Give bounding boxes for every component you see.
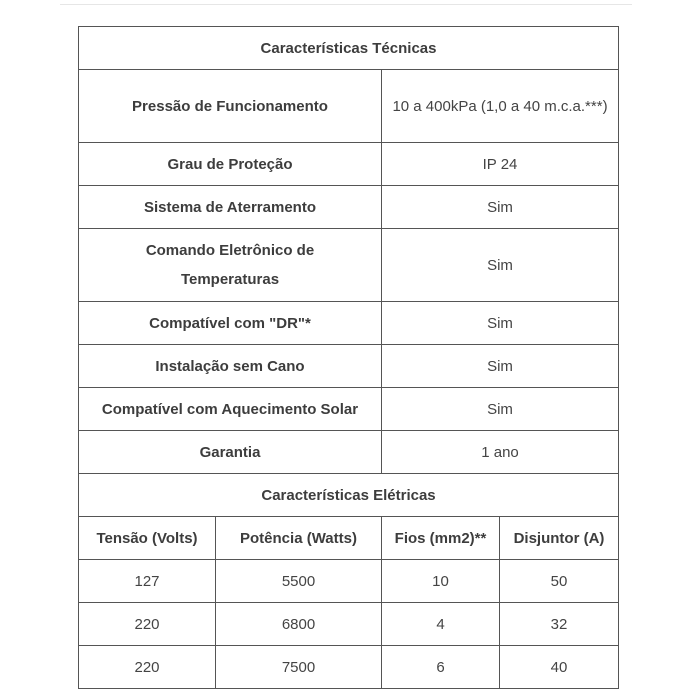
table-row bbox=[79, 431, 619, 474]
table-row bbox=[79, 229, 619, 302]
spec-value: Sim bbox=[382, 388, 619, 431]
column-header-power: Potência (Watts) bbox=[216, 517, 382, 560]
spec-label: Sistema de Aterramento bbox=[79, 186, 382, 229]
column-header-wires: Fios (mm2)** bbox=[382, 517, 500, 560]
table-row bbox=[79, 186, 619, 229]
wires-cell: 10 bbox=[382, 560, 500, 603]
spec-value: 10 a 400kPa (1,0 a 40 m.c.a.***) bbox=[382, 70, 619, 143]
spec-label: Compatível com "DR"* bbox=[79, 302, 382, 345]
voltage-cell: 127 bbox=[79, 560, 216, 603]
table-row bbox=[79, 143, 619, 186]
spec-label: Pressão de Funcionamento bbox=[79, 70, 382, 143]
spec-table bbox=[78, 26, 619, 689]
spec-value: Sim bbox=[382, 302, 619, 345]
spec-label: Compatível com Aquecimento Solar bbox=[79, 388, 382, 431]
spec-label: Garantia bbox=[79, 431, 382, 474]
table-row bbox=[79, 646, 619, 689]
spec-label: Comando Eletrônico de Temperaturas bbox=[79, 229, 382, 302]
table-row bbox=[79, 70, 619, 143]
top-divider bbox=[60, 4, 632, 5]
power-cell: 6800 bbox=[216, 603, 382, 646]
breaker-cell: 50 bbox=[500, 560, 619, 603]
voltage-cell: 220 bbox=[79, 646, 216, 689]
wires-cell: 4 bbox=[382, 603, 500, 646]
technical-section-title: Características Técnicas bbox=[79, 27, 619, 70]
spec-value: Sim bbox=[382, 229, 619, 302]
column-header-voltage: Tensão (Volts) bbox=[79, 517, 216, 560]
spec-value: Sim bbox=[382, 186, 619, 229]
voltage-cell: 220 bbox=[79, 603, 216, 646]
table-row bbox=[79, 603, 619, 646]
spec-value: 1 ano bbox=[382, 431, 619, 474]
breaker-cell: 32 bbox=[500, 603, 619, 646]
spec-label: Instalação sem Cano bbox=[79, 345, 382, 388]
electrical-section-title: Características Elétricas bbox=[79, 474, 619, 517]
table-row bbox=[79, 388, 619, 431]
power-cell: 5500 bbox=[216, 560, 382, 603]
electrical-column-headers bbox=[79, 517, 619, 560]
technical-section-header-row bbox=[79, 27, 619, 70]
table-row bbox=[79, 302, 619, 345]
wires-cell: 6 bbox=[382, 646, 500, 689]
table-row bbox=[79, 345, 619, 388]
spec-value: IP 24 bbox=[382, 143, 619, 186]
power-cell: 7500 bbox=[216, 646, 382, 689]
table-row bbox=[79, 560, 619, 603]
electrical-section-header-row bbox=[79, 474, 619, 517]
spec-label: Grau de Proteção bbox=[79, 143, 382, 186]
breaker-cell: 40 bbox=[500, 646, 619, 689]
spec-value: Sim bbox=[382, 345, 619, 388]
column-header-breaker: Disjuntor (A) bbox=[500, 517, 619, 560]
